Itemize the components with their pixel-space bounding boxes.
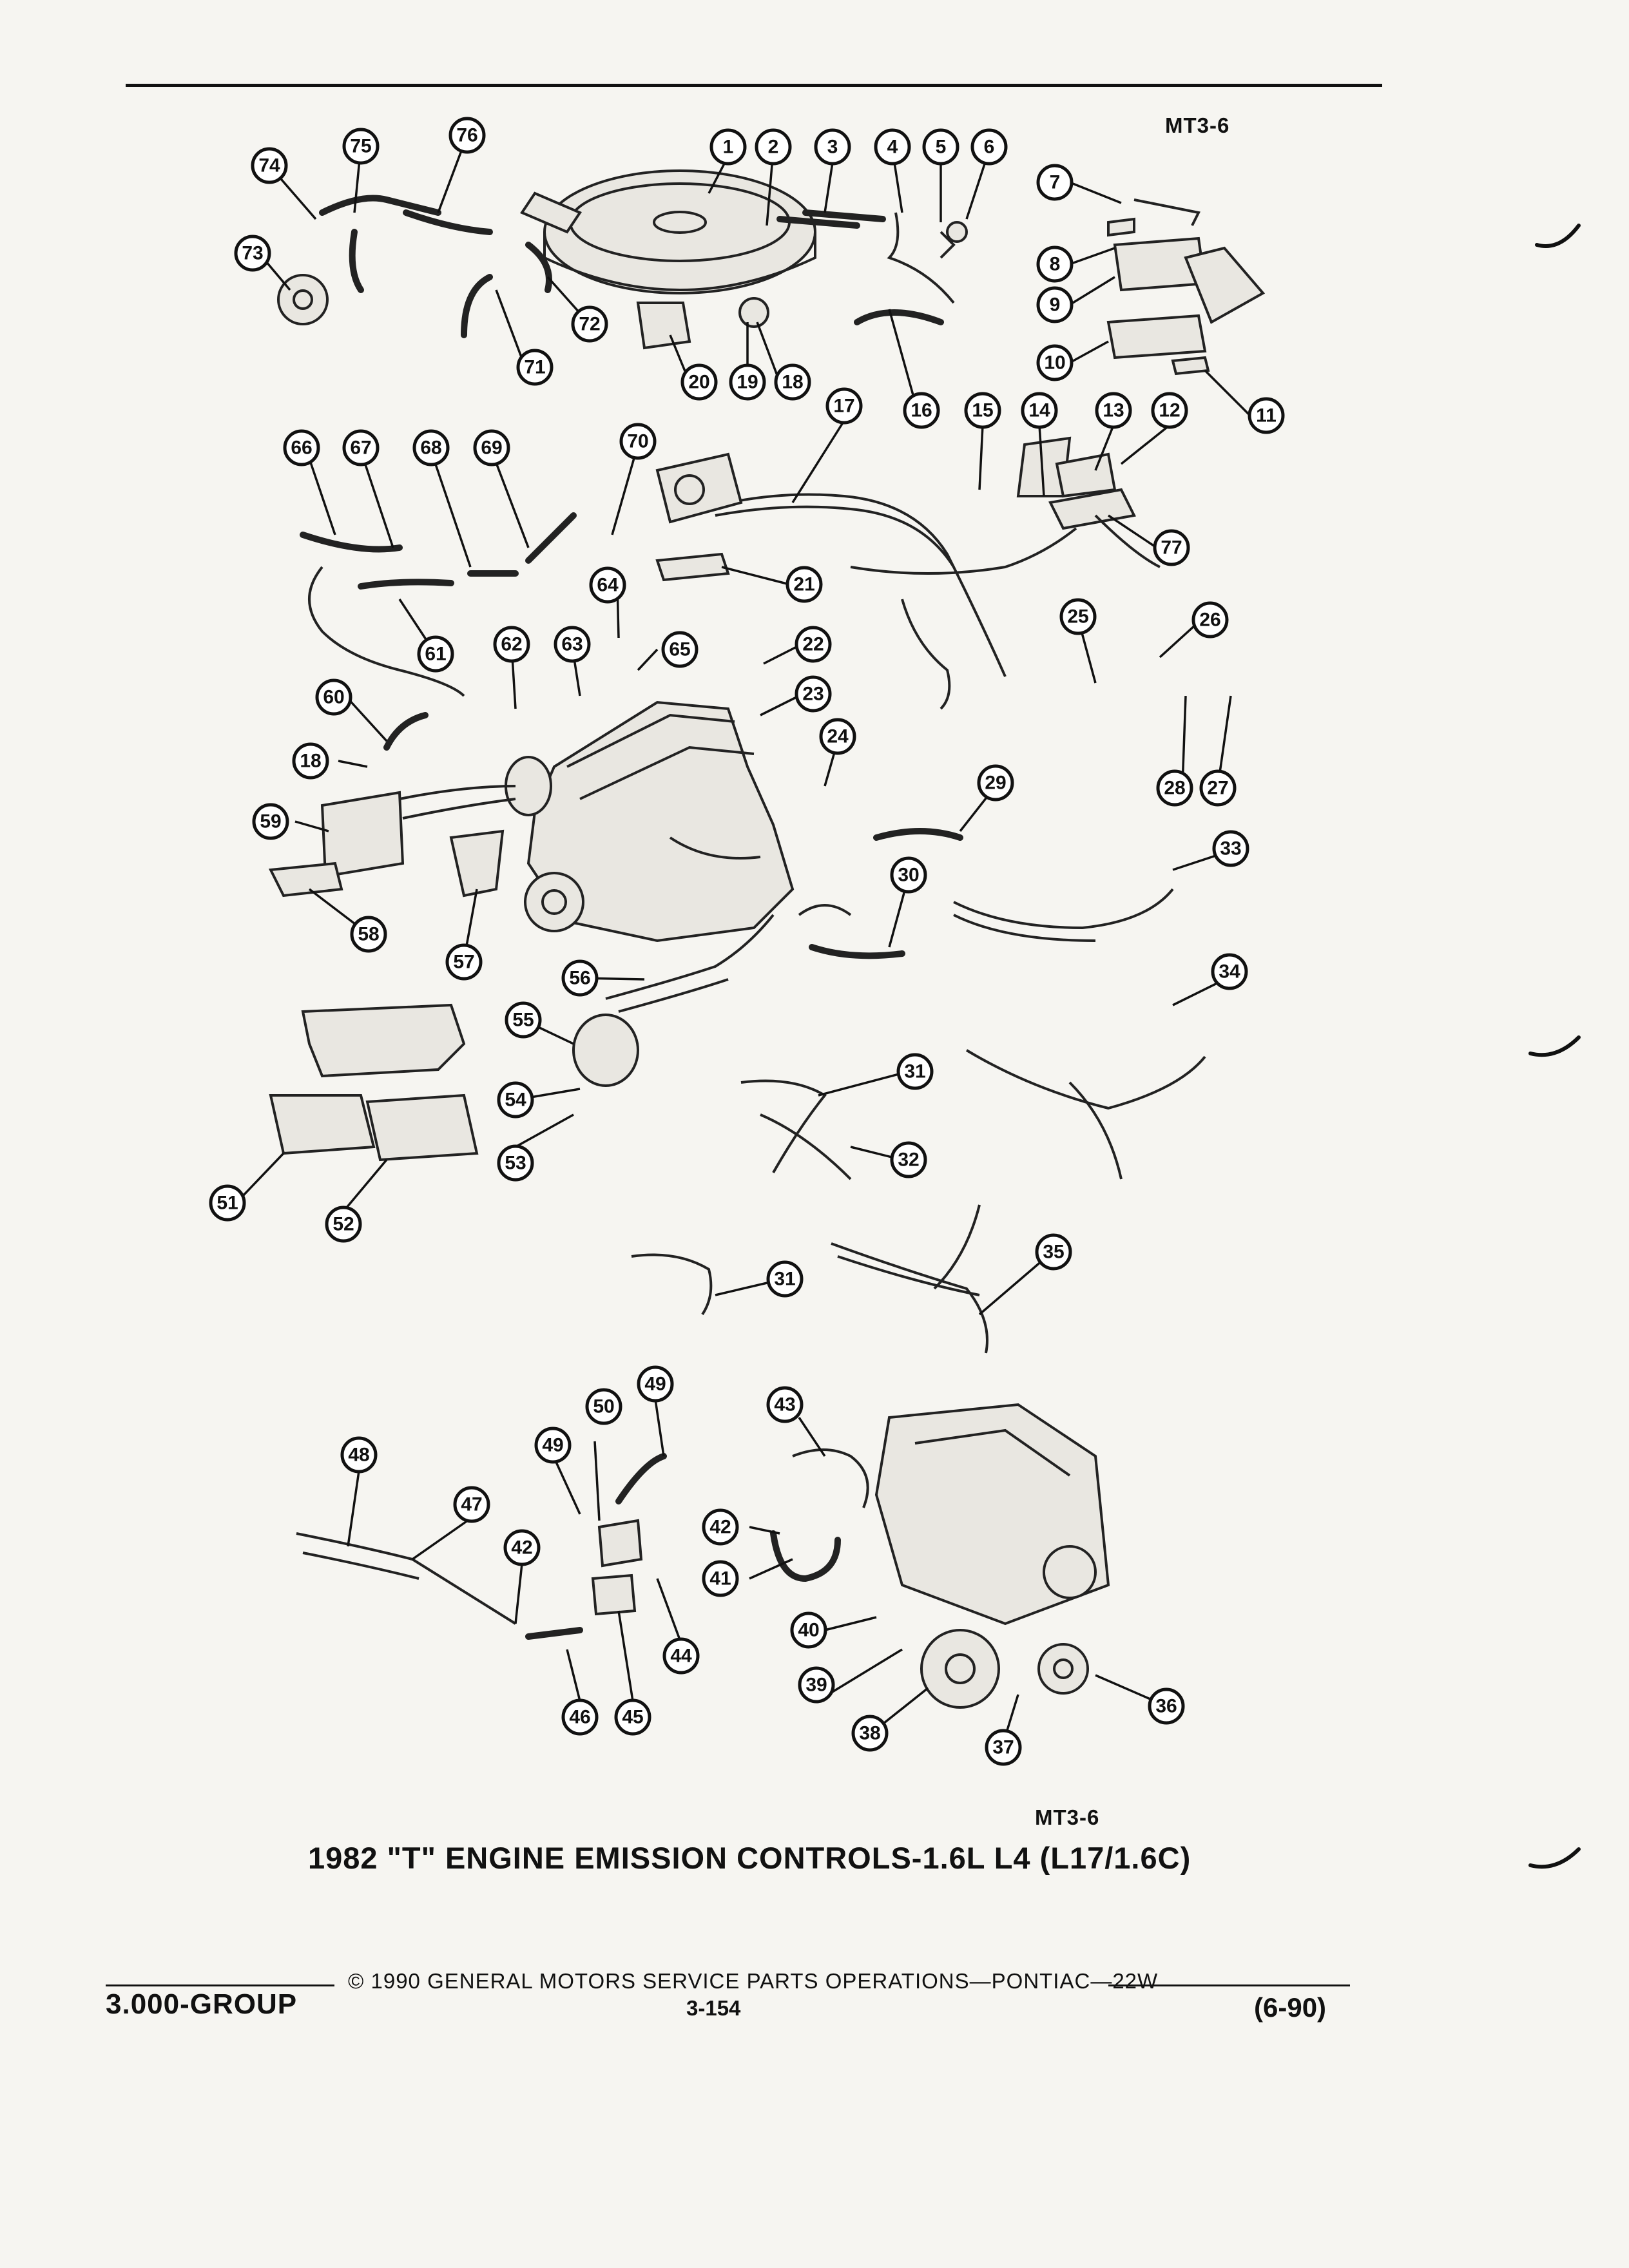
callout-52	[327, 1207, 360, 1241]
callout-16	[905, 394, 938, 427]
callout-1	[711, 130, 745, 164]
callout-28	[1158, 771, 1191, 805]
callout-77	[1155, 531, 1188, 564]
callout-48	[342, 1438, 376, 1472]
footer-rule-left	[106, 1984, 334, 1986]
callout-7	[1038, 166, 1072, 199]
callout-33	[1214, 832, 1248, 865]
callout-62-label: 62	[501, 633, 523, 655]
callout-4-label: 4	[887, 136, 898, 158]
callout-59	[254, 805, 287, 838]
intake-ducts-left	[278, 198, 549, 336]
callout-18-b	[294, 744, 327, 778]
callout-66-label: 66	[291, 437, 313, 459]
callout-49-label: 49	[644, 1373, 666, 1395]
callout-44	[664, 1639, 698, 1673]
callout-54	[499, 1083, 532, 1117]
callout-2-label: 2	[767, 136, 779, 158]
callout-55	[506, 1003, 540, 1037]
callout-54-label: 54	[505, 1089, 526, 1111]
callout-22-label: 22	[802, 633, 824, 655]
callout-42-b	[505, 1531, 539, 1564]
callout-39	[800, 1668, 833, 1702]
callout-7-label: 7	[1049, 171, 1061, 193]
callout-38-label: 38	[859, 1722, 881, 1744]
callout-56-label: 56	[569, 967, 591, 989]
callout-39-label: 39	[805, 1674, 827, 1696]
callout-49-b-label: 49	[542, 1434, 564, 1456]
callout-6	[972, 130, 1006, 164]
group-label: 3.000-GROUP	[106, 1988, 298, 2020]
callout-8-label: 8	[1049, 253, 1061, 275]
exhaust-manifolds	[271, 1005, 638, 1160]
callout-35-label: 35	[1043, 1241, 1065, 1263]
callout-69-label: 69	[481, 437, 503, 459]
air-pump-assembly	[876, 1405, 1108, 1707]
callout-68	[414, 431, 448, 465]
callout-42-label: 42	[709, 1516, 731, 1538]
callout-65-label: 65	[669, 639, 691, 660]
callout-5	[924, 130, 958, 164]
callout-11	[1249, 399, 1283, 432]
callout-20-label: 20	[688, 371, 710, 393]
callout-73-label: 73	[242, 242, 264, 264]
callout-32	[892, 1143, 925, 1177]
callout-50	[587, 1390, 621, 1423]
callout-59-label: 59	[260, 811, 282, 832]
callout-61	[419, 637, 452, 671]
diagram-code-bottom: MT3-6	[1035, 1805, 1100, 1829]
callout-60-label: 60	[323, 686, 345, 708]
callout-8	[1038, 247, 1072, 281]
callout-64	[591, 568, 624, 602]
callout-53-label: 53	[505, 1152, 526, 1174]
callout-15-label: 15	[972, 399, 994, 421]
callout-3	[816, 130, 849, 164]
callout-24	[821, 720, 854, 753]
callout-13	[1097, 394, 1130, 427]
callout-46	[563, 1700, 597, 1734]
callout-14-label: 14	[1028, 399, 1050, 421]
callout-37	[987, 1731, 1020, 1764]
callout-31-b	[768, 1262, 802, 1296]
callout-76	[450, 119, 484, 152]
page-number: 3-154	[686, 1996, 741, 2020]
callout-67-label: 67	[350, 437, 372, 459]
callout-51-label: 51	[217, 1192, 238, 1214]
revision-date: (6-90)	[1254, 1992, 1327, 2023]
callout-40	[792, 1613, 825, 1647]
callout-34-label: 34	[1219, 961, 1240, 983]
callout-71-label: 71	[524, 356, 546, 378]
engine-block	[506, 702, 793, 941]
callout-41-label: 41	[709, 1568, 731, 1590]
callout-32-label: 32	[898, 1149, 920, 1171]
canister-and-brackets	[271, 786, 516, 896]
callout-72-label: 72	[579, 313, 601, 335]
callout-21	[787, 568, 821, 601]
callout-50-label: 50	[593, 1396, 615, 1418]
callout-36	[1150, 1689, 1183, 1723]
air-cleaner-assembly	[522, 171, 815, 293]
binding-mark	[1534, 213, 1585, 264]
callout-47-label: 47	[461, 1494, 483, 1515]
callout-75	[344, 130, 378, 163]
callout-27-label: 27	[1207, 777, 1229, 799]
callout-65	[663, 633, 697, 666]
callout-17	[827, 389, 861, 423]
callout-42	[704, 1510, 737, 1544]
callout-2	[757, 130, 790, 164]
callout-14	[1023, 394, 1056, 427]
callout-26-label: 26	[1199, 609, 1221, 631]
copyright-notice: © 1990 GENERAL MOTORS SERVICE PARTS OPERATIONS—PONTIAC—22W	[348, 1969, 1159, 1993]
callout-21-label: 21	[793, 573, 815, 595]
callout-51	[211, 1186, 244, 1220]
callout-41	[704, 1562, 737, 1595]
callout-12-label: 12	[1159, 399, 1181, 421]
callout-13-label: 13	[1103, 399, 1124, 421]
callout-30-label: 30	[898, 864, 920, 886]
callout-18-label: 18	[782, 371, 804, 393]
callout-19	[731, 365, 764, 399]
callout-27	[1201, 771, 1235, 805]
callout-24-label: 24	[827, 726, 849, 747]
callout-29	[979, 766, 1012, 800]
callout-45	[616, 1700, 650, 1734]
callout-9-label: 9	[1049, 294, 1061, 316]
callout-36-label: 36	[1155, 1695, 1177, 1717]
callout-12	[1153, 394, 1186, 427]
callout-74-label: 74	[258, 155, 280, 177]
callout-31	[898, 1055, 932, 1088]
callout-9	[1038, 288, 1072, 322]
callout-35	[1037, 1235, 1070, 1269]
callout-63-label: 63	[561, 633, 583, 655]
callout-26	[1193, 603, 1227, 637]
ecm-modules	[1108, 200, 1263, 374]
callout-67	[344, 431, 378, 465]
callout-23	[796, 677, 830, 711]
binding-mark	[1527, 1830, 1585, 1888]
callout-29-label: 29	[985, 772, 1007, 794]
callout-52-label: 52	[333, 1213, 354, 1235]
callout-64-label: 64	[597, 574, 619, 596]
callout-57-label: 57	[453, 951, 475, 973]
callout-19-label: 19	[737, 371, 758, 393]
callout-48-label: 48	[348, 1444, 370, 1466]
callout-55-label: 55	[512, 1009, 534, 1031]
callout-18	[776, 365, 809, 399]
callout-49	[639, 1367, 672, 1401]
callout-37-label: 37	[992, 1736, 1014, 1758]
diagram-caption: 1982 "T" ENGINE EMISSION CONTROLS-1.6L L4 (L17/1.6C)	[308, 1841, 1191, 1875]
callout-40-label: 40	[798, 1619, 820, 1641]
callout-34	[1213, 955, 1246, 988]
callout-71	[518, 351, 552, 384]
callout-56	[563, 961, 597, 995]
callout-17-label: 17	[833, 395, 855, 417]
callout-25-label: 25	[1067, 606, 1089, 628]
callout-57	[447, 945, 481, 979]
callout-60	[317, 680, 351, 714]
callout-10-label: 10	[1044, 352, 1066, 374]
callout-23-label: 23	[802, 683, 824, 705]
callout-70-label: 70	[627, 430, 649, 452]
callout-74	[253, 149, 286, 182]
callout-47	[455, 1488, 488, 1521]
callout-25	[1061, 600, 1095, 633]
callout-20	[682, 365, 716, 399]
callout-49-b	[536, 1428, 570, 1462]
callout-18-b-label: 18	[300, 750, 322, 772]
callout-42-b-label: 42	[511, 1537, 533, 1559]
callout-77-label: 77	[1161, 537, 1182, 559]
callout-33-label: 33	[1220, 838, 1242, 860]
callout-76-label: 76	[456, 124, 478, 146]
callout-73	[236, 236, 269, 270]
callout-15	[966, 394, 999, 427]
callout-5-label: 5	[935, 136, 947, 158]
callout-22	[796, 628, 830, 661]
throttle-body	[657, 454, 741, 580]
callout-75-label: 75	[350, 135, 372, 157]
callout-11-label: 11	[1256, 405, 1277, 427]
binding-mark	[1527, 1018, 1585, 1076]
callout-43-label: 43	[774, 1394, 796, 1416]
callout-62	[495, 628, 528, 661]
callout-31-b-label: 31	[774, 1268, 796, 1290]
callout-38	[853, 1716, 887, 1750]
callout-61-label: 61	[425, 643, 447, 665]
callout-69	[475, 431, 508, 465]
callout-66	[285, 431, 318, 465]
callout-44-label: 44	[670, 1645, 692, 1667]
callout-31-label: 31	[904, 1061, 926, 1082]
callout-58	[352, 918, 385, 951]
callout-30	[892, 858, 925, 892]
callout-58-label: 58	[358, 923, 380, 945]
callout-43	[768, 1388, 802, 1421]
callout-53	[499, 1146, 532, 1180]
callout-46-label: 46	[569, 1706, 591, 1728]
callout-6-label: 6	[983, 136, 995, 158]
diagram-code-top: MT3-6	[1165, 113, 1230, 137]
callout-1-label: 1	[722, 136, 734, 158]
air-injection-left	[296, 1450, 868, 1637]
callout-3-label: 3	[827, 136, 838, 158]
callout-28-label: 28	[1164, 777, 1186, 799]
callout-63	[555, 628, 589, 661]
callout-70	[621, 425, 655, 458]
callout-45-label: 45	[622, 1706, 644, 1728]
callout-16-label: 16	[911, 399, 932, 421]
callout-68-label: 68	[420, 437, 442, 459]
callout-4	[876, 130, 909, 164]
callout-10	[1038, 346, 1072, 380]
callout-72	[573, 307, 606, 341]
